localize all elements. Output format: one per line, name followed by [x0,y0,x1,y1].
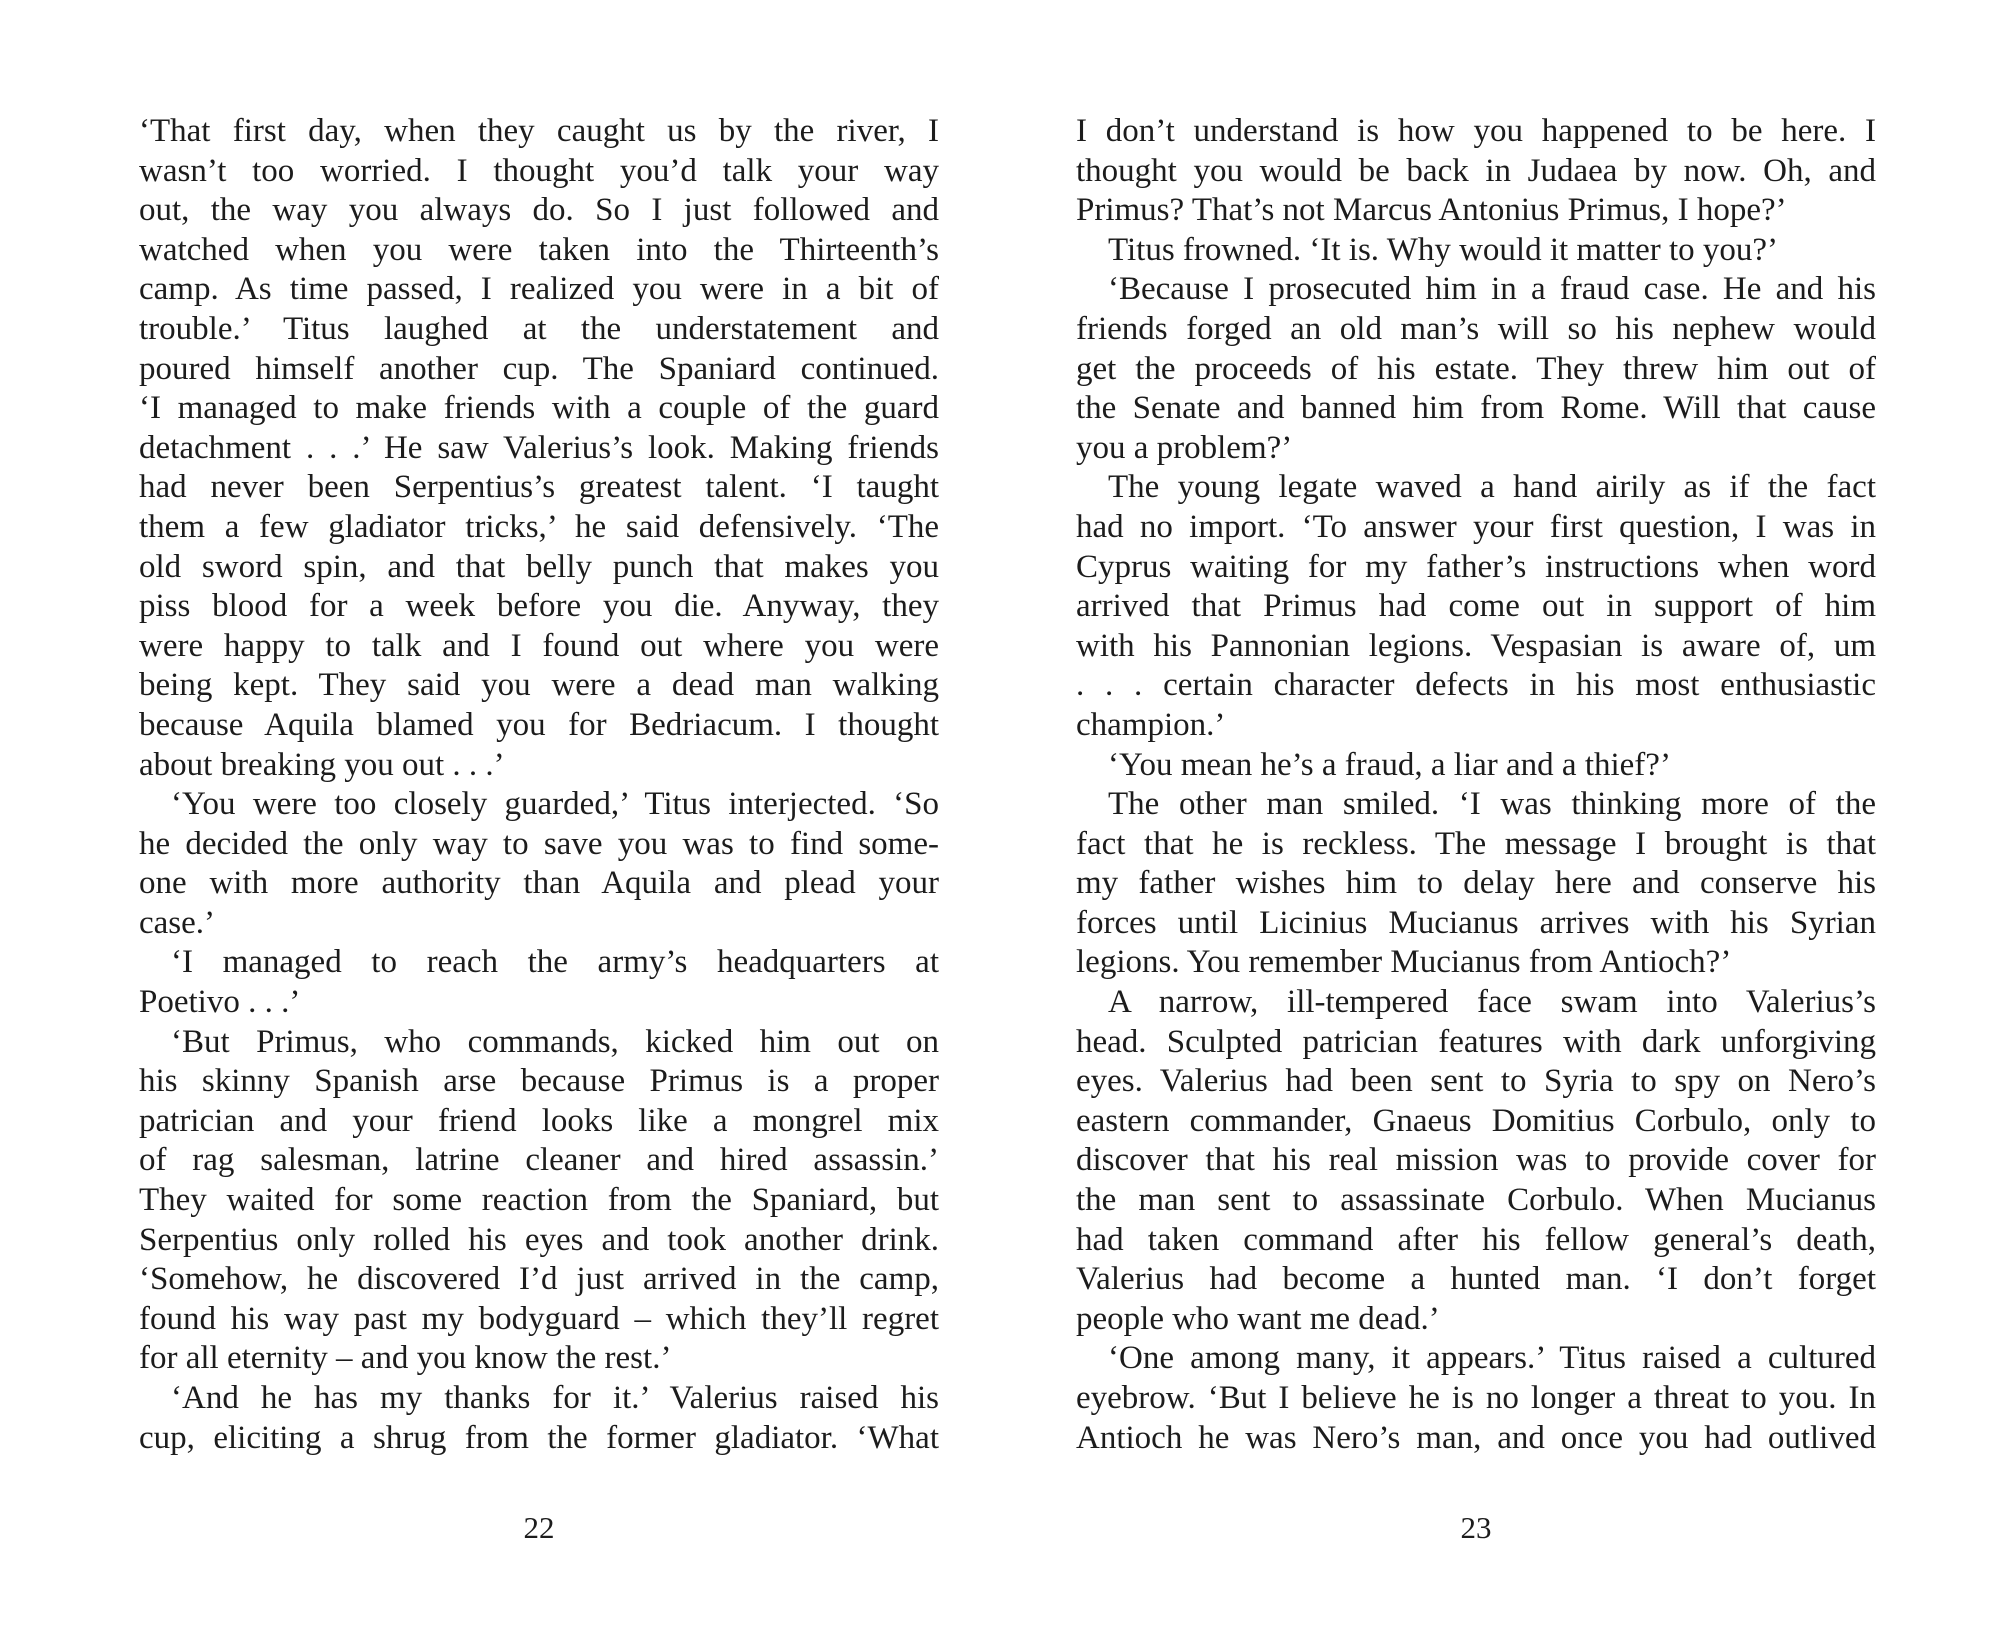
text-line: had no import. ‘To answer your first question, I was in [1076,508,1876,545]
text-line: with his Pannonian legions. Vespasian is aware of, um [1076,627,1876,664]
text-line: were happy to talk and I found out where you were [139,627,939,664]
page-number-left: 22 [523,1510,555,1545]
text-line: trouble.’ Titus laughed at the understatement and [139,310,939,347]
text-line: champion.’ [1076,706,1226,743]
text-line: found his way past my bodyguard – which they’ll regret [139,1300,939,1337]
text-line: arrived that Primus had come out in support of him [1076,588,1876,625]
text-line: being kept. They said you were a dead man walking [139,667,939,704]
text-line: ‘One among many, it appears.’ Titus raised a cultured [1108,1340,1876,1377]
text-line: patrician and your friend looks like a mongrel mix [139,1102,939,1139]
text-line: A narrow, ill-tempered face swam into Valerius’s [1108,984,1876,1021]
left-page-text [139,112,939,1458]
text-line: eastern commander, Gnaeus Domitius Corbulo, only to [1076,1102,1876,1139]
text-line: his skinny Spanish arse because Primus is a proper [139,1063,939,1100]
text-line: of rag salesman, latrine cleaner and hired assassin.’ [139,1142,939,1179]
text-line: Valerius had become a hunted man. ‘I don’t forget [1076,1261,1876,1298]
text-line: Antioch he was Nero’s man, and once you had outlived [1076,1419,1876,1456]
text-line: Cyprus waiting for my father’s instructions when word [1076,548,1876,585]
text-line: legions. You remember Mucianus from Antioch?’ [1076,944,1732,981]
text-line: ‘But Primus, who commands, kicked him out on [171,1023,939,1060]
text-line: watched when you were taken into the Thirteenth’s [139,231,939,268]
text-line: The young legate waved a hand airily as if the fact [1108,469,1876,506]
text-line: thought you would be back in Judaea by now. Oh, and [1076,152,1876,189]
text-line: Primus? That’s not Marcus Antonius Primus, I hope?’ [1076,192,1787,229]
page-number-right: 23 [1460,1510,1492,1545]
text-line: had taken command after his fellow general’s death, [1076,1221,1876,1258]
text-line: I don’t understand is how you happened to be here. I [1076,113,1876,149]
text-line: ‘And he has my thanks for it.’ Valerius raised his [171,1380,939,1416]
text-line: The other man smiled. ‘I was thinking more of the [1108,786,1876,823]
text-line: ‘I managed to make friends with a couple of the guard [139,390,939,427]
text-line: wasn’t too worried. I thought you’d talk your way [139,152,939,189]
text-line: . . . certain character defects in his most enthusiastic [1076,667,1876,704]
text-line: one with more authority than Aquila and plead your [139,865,939,902]
text-line: poured himself another cup. The Spaniard continued. [139,350,939,387]
text-line: ‘You mean he’s a fraud, a liar and a thief?’ [1108,746,1671,783]
text-line: eyes. Valerius had been sent to Syria to spy on Nero’s [1076,1063,1876,1100]
text-line: eyebrow. ‘But I believe he is no longer a threat to you. In [1076,1380,1876,1416]
text-line: Serpentius only rolled his eyes and took another drink. [139,1221,939,1258]
text-line: my father wishes him to delay here and conserve his [1076,865,1876,902]
text-line: friends forged an old man’s will so his nephew would [1076,310,1876,347]
text-line: piss blood for a week before you die. Anyway, they [139,588,939,625]
text-line: head. Sculpted patrician features with dark unforgiving [1076,1023,1876,1060]
text-line: get the proceeds of his estate. They threw him out of [1076,350,1876,387]
text-line: Titus frowned. ‘It is. Why would it matter to you?’ [1108,231,1779,268]
text-line: detachment . . .’ He saw Valerius’s look. Making friends [139,429,939,466]
text-line: because Aquila blamed you for Bedriacum. I thought [139,706,939,743]
right-page-text [1076,112,1876,1458]
text-line: had never been Serpentius’s greatest talent. ‘I taught [139,469,939,506]
text-line: ‘Somehow, he discovered I’d just arrived in the camp, [139,1261,939,1298]
text-line: fact that he is reckless. The message I brought is that [1076,825,1876,862]
text-line: about breaking you out . . .’ [139,746,505,783]
text-line: he decided the only way to save you was to find some- [139,825,939,862]
text-line: They waited for some reaction from the Spaniard, but [139,1182,939,1219]
text-line: forces until Licinius Mucianus arrives with his Syrian [1076,904,1876,941]
text-line: ‘I managed to reach the army’s headquarters at [171,944,939,981]
text-line: ‘You were too closely guarded,’ Titus interjected. ‘So [171,786,939,823]
text-line: you a problem?’ [1076,429,1293,466]
text-line: Poetivo . . .’ [139,984,301,1021]
text-line: cup, eliciting a shrug from the former gladiator. ‘What [139,1419,939,1456]
text-line: case.’ [139,904,216,941]
text-line: camp. As time passed, I realized you were in a bit of [139,271,939,308]
text-line: them a few gladiator tricks,’ he said defensively. ‘The [139,508,939,545]
text-line: ‘That first day, when they caught us by the river, I [139,113,939,149]
text-line: old sword spin, and that belly punch that makes you [139,548,939,585]
text-line: discover that his real mission was to provide cover for [1076,1142,1876,1179]
text-line: people who want me dead.’ [1076,1300,1440,1337]
text-line: the man sent to assassinate Corbulo. When Mucianus [1076,1182,1876,1219]
text-line: out, the way you always do. So I just followed and [139,192,939,229]
text-line: ‘Because I prosecuted him in a fraud case. He and his [1108,271,1876,308]
text-line: for all eternity – and you know the rest.’ [139,1340,672,1377]
text-line: the Senate and banned him from Rome. Will that cause [1076,390,1876,427]
